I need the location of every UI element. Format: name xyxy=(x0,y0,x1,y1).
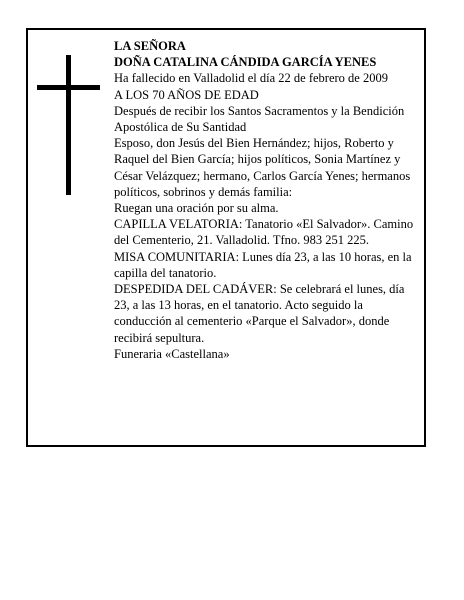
cross-horizontal-bar xyxy=(37,85,100,90)
age-statement: A LOS 70 AÑOS DE EDAD xyxy=(114,87,259,102)
mass-info: MISA COMUNITARIA: Lunes día 23, a las 10 horas, en la capilla del tanatorio. xyxy=(114,249,412,280)
obituary-title: LA SEÑORA xyxy=(114,39,186,53)
death-statement: Ha fallecido en Valladolid el día 22 de febrero de 2009 xyxy=(114,71,388,86)
sacraments-statement: Después de recibir los Santos Sacramentos y la Bendición Apostólica de Su Santidad xyxy=(114,103,405,135)
cross-vertical-bar xyxy=(66,55,71,195)
obituary-text xyxy=(114,38,422,362)
prayer-request: Ruegan una oración por su alma. xyxy=(114,201,279,216)
chapel-info: CAPILLA VELATORIA: Tanatorio «El Salvador». Camino del Cementerio, 21. Valladolid. Tfno. 983 251 225. xyxy=(114,217,414,248)
deceased-name: DOÑA CATALINA CÁNDIDA GARCÍA YENES xyxy=(114,55,377,70)
farewell-info: DESPEDIDA DEL CADÁVER: Se celebrará el lunes, día 23, a las 13 horas, en el tanatorio. Acto seguido la conducción al cementerio «Parque el Salvador», donde recibirá sepultura. xyxy=(114,282,405,345)
family-list: Esposo, don Jesús del Bien Hernández; hijos, Roberto y Raquel del Bien García; hijos políticos, Sonia Martínez y César Velázquez; hermano, Carlos García Yenes; hermanos políticos, sobrinos y demás familia: xyxy=(114,136,411,199)
funeral-home: Funeraria «Castellana» xyxy=(114,346,230,361)
